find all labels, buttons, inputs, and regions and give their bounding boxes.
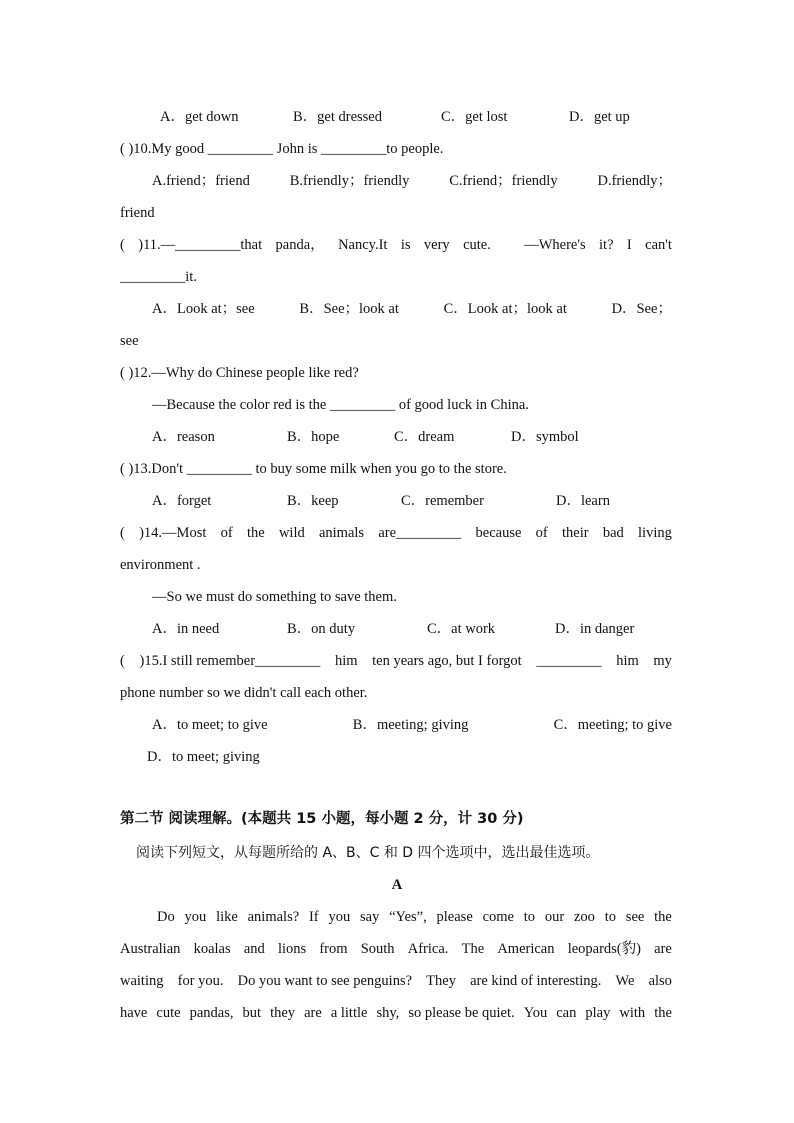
q11-options-cont: see (120, 333, 139, 349)
word: my (653, 653, 672, 669)
word: him (334, 653, 358, 669)
word: the (654, 1005, 672, 1021)
q14-stem-cont: environment . (120, 557, 201, 573)
q15-options-cont: D．to meet; giving (147, 749, 260, 765)
word: a little (330, 1005, 368, 1021)
word: so please be quiet. (408, 1005, 515, 1021)
q11-options (152, 299, 672, 319)
word: We (615, 973, 635, 989)
passage-line-3 (120, 971, 672, 991)
word: say (359, 909, 380, 925)
word: are (304, 1005, 322, 1021)
option-b: B．meeting; giving (352, 717, 469, 733)
word: living (638, 525, 672, 541)
word: for you. (177, 973, 224, 989)
word: of (535, 525, 548, 541)
word: Australian (120, 941, 181, 957)
word: also (648, 973, 672, 989)
word: wild (278, 525, 305, 541)
word: like (216, 909, 238, 925)
word: South (360, 941, 395, 957)
option-a: A．to meet; to give (152, 717, 268, 733)
word: Nancy.It (338, 237, 388, 253)
word: but (242, 1005, 262, 1021)
word: you (184, 909, 207, 925)
word: waiting (120, 973, 164, 989)
word: to (604, 909, 616, 925)
word: and (243, 941, 265, 957)
option-b: B.friendly；friendly (289, 173, 410, 189)
option-c: C．remember (401, 493, 484, 509)
word: to (523, 909, 536, 925)
word: are_________ (378, 525, 462, 541)
word: Do (157, 909, 175, 925)
word: They (426, 973, 456, 989)
word: bad (602, 525, 624, 541)
option-a: A．get down (160, 109, 239, 125)
word: The (461, 941, 485, 957)
option-b: B．keep (287, 493, 339, 509)
word: you (328, 909, 351, 925)
word: Do you want to see penguins? (237, 973, 413, 989)
q9-options (160, 107, 630, 127)
word: are (654, 941, 672, 957)
word: You (523, 1005, 548, 1021)
option-b: B．get dressed (293, 109, 382, 125)
word: come (482, 909, 514, 925)
word: koalas (193, 941, 231, 957)
option-b: B．hope (287, 429, 340, 445)
word: have (120, 1005, 148, 1021)
word: our (544, 909, 565, 925)
q11-stem-cont: _________it. (120, 269, 197, 285)
word: please (436, 909, 473, 925)
option-c: C．dream (394, 429, 455, 445)
word: their (562, 525, 589, 541)
word: pandas, (189, 1005, 234, 1021)
option-d: D．symbol (511, 429, 579, 445)
word: shy, (376, 1005, 400, 1021)
q10-stem: ( )10.My good _________ John is _________to people. (120, 141, 444, 157)
word: American (497, 941, 555, 957)
word: they (270, 1005, 296, 1021)
q14-stem (120, 523, 672, 543)
word: )14.—Most (139, 525, 207, 541)
q13-stem: ( )13.Don't _________ to buy some milk when you go to the store. (120, 461, 507, 477)
word: it? (599, 237, 614, 253)
word: panda， (275, 237, 325, 253)
option-a: A.friend；friend (152, 173, 250, 189)
word: with (619, 1005, 646, 1021)
q12-stem: ( )12.—Why do Chinese people like red? (120, 365, 359, 381)
word: can't (645, 237, 672, 253)
option-d: D.friendly； (597, 173, 672, 189)
word: the (654, 909, 672, 925)
word: can (556, 1005, 577, 1021)
option-a: A．forget (152, 493, 212, 509)
word: animals? (247, 909, 300, 925)
passage-line-1 (157, 907, 672, 927)
q13-options (152, 491, 610, 511)
word: )15.I still remember_________ (139, 653, 321, 669)
q10-options (152, 171, 672, 191)
word: him (616, 653, 639, 669)
q14-sub: —So we must do something to save them. (152, 589, 397, 605)
option-a: A．Look at；see (152, 301, 255, 317)
word: of (220, 525, 233, 541)
section-heading: 第二节 阅读理解。(本题共 15 小题，每小题 2 分，计 30 分) (120, 811, 524, 827)
word: cute (156, 1005, 181, 1021)
q10-options-cont: friend (120, 205, 155, 221)
option-b: B．on duty (287, 621, 356, 637)
passage-line-2 (120, 939, 672, 959)
word: If (308, 909, 319, 925)
word: the (246, 525, 265, 541)
word: very (423, 237, 450, 253)
word: is (400, 237, 411, 253)
word: “Yes”, (389, 909, 427, 925)
word: Africa. (407, 941, 449, 957)
option-c: C．Look at；look at (443, 301, 567, 317)
q11-stem (120, 235, 672, 255)
q12-options (152, 427, 579, 447)
section-instruction: 阅读下列短文，从每题所给的 A、B、C 和 D 四个选项中，选出最佳选项。 (136, 845, 600, 861)
word: leopards(豹) (567, 941, 641, 957)
option-c: C．meeting; to give (553, 717, 672, 733)
q15-stem-cont: phone number so we didn't call each other. (120, 685, 368, 701)
option-c: C．at work (427, 621, 496, 637)
word: ten years ago, but I forgot (372, 653, 522, 669)
option-a: A．reason (152, 429, 215, 445)
word: zoo (573, 909, 595, 925)
word: I (626, 237, 632, 253)
word: because (475, 525, 522, 541)
option-d: D．See； (611, 301, 672, 317)
word: ( (120, 525, 125, 541)
q15-stem (120, 651, 672, 671)
word: ( (120, 653, 125, 669)
q14-options (152, 619, 634, 639)
option-b: B．See；look at (299, 301, 399, 317)
word: play (585, 1005, 611, 1021)
option-d: D．get up (569, 109, 630, 125)
q12-sub: —Because the color red is the _________ of good luck in China. (152, 397, 529, 413)
word: are kind of interesting. (470, 973, 602, 989)
word: —Where's (524, 237, 586, 253)
word: cute. (463, 237, 491, 253)
word: see (625, 909, 645, 925)
option-c: C．get lost (441, 109, 508, 125)
q15-options (152, 715, 672, 735)
option-d: D．in danger (555, 621, 635, 637)
word: _________ (536, 653, 602, 669)
option-c: C.friend；friendly (449, 173, 558, 189)
passage-label: A (391, 877, 403, 893)
word: lions (277, 941, 307, 957)
word: animals (318, 525, 365, 541)
word: from (319, 941, 348, 957)
word: )11.—_________that (138, 237, 263, 253)
option-d: D．learn (556, 493, 610, 509)
passage-line-4 (120, 1003, 672, 1023)
word: ( (120, 237, 125, 253)
option-a: A．in need (152, 621, 220, 637)
